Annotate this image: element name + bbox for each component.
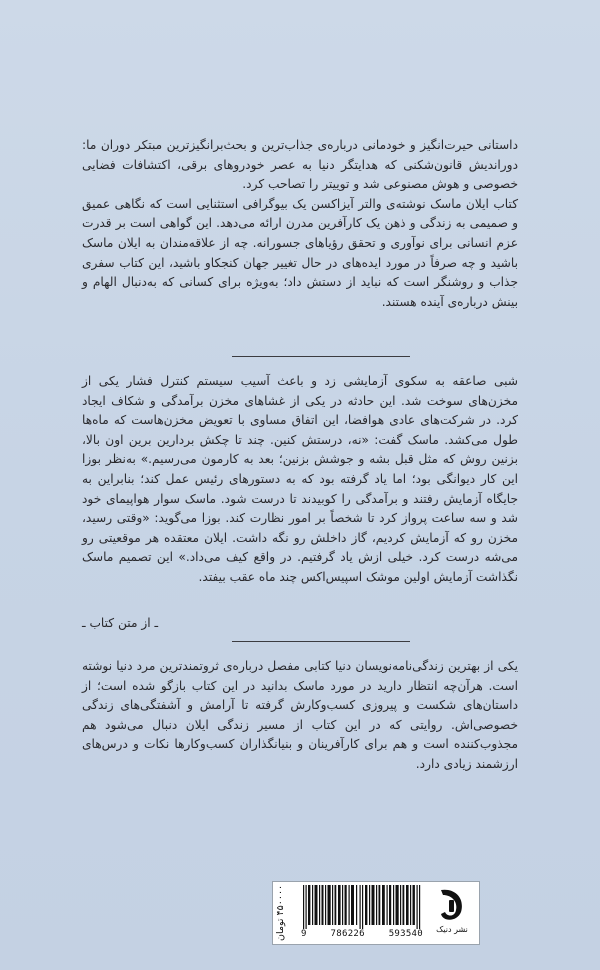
excerpt-source: ـ از متن کتاب ـ — [82, 616, 159, 630]
publisher-logo-icon — [435, 886, 469, 924]
publisher-name: نشر دنیک — [436, 925, 468, 934]
barcode-digit-group: 786226 — [330, 929, 365, 939]
intro-block — [82, 136, 518, 312]
barcode-number — [301, 929, 423, 939]
barcode-digit-group: 9 — [301, 929, 307, 939]
barcode-icon — [301, 885, 423, 929]
divider-line — [232, 641, 410, 642]
price-label: ۴۵۰۰۰۰ تومان — [275, 884, 286, 942]
excerpt-block — [82, 372, 518, 588]
barcode-box — [272, 881, 480, 945]
description-paragraph: کتاب ایلان ماسک نوشته‌ی والتر آیزاکسن یک بیوگرافی استثنایی است که نگاهی عمیق و صمیمی به زندگی و ذهن یک کارآفرین مدرن ارائه می‌دهد. این گواهی است بر قدرت عزم انسانی برای نوآوری و تحقق رؤیاهای جسورانه. چه از علاقه‌مندان به ایلان ماسک باشید و چه صرفاً در مورد ایده‌های در حال تغییر جهان کنجکاو باشید، این کتاب سفری جذاب و روشنگر است که نباید از دستش داد؛ به‌ویژه برای کسانی که به‌دنبال الهام و بینش درباره‌ی آینده هستند. — [82, 196, 518, 309]
excerpt-paragraph: شبی صاعقه به سکوی آزمایشی زد و باعث آسیب سیستم کنترل فشار یکی از مخزن‌های سوخت شد. این حادثه در یکی از غشاهای مخزن برآمدگی و شکاف ایجاد کرد. در شرکت‌های عادی هوافضا، این اتفاق مساوی با تعویض مخزن‌هاست که ماه‌ها طول می‌کشد. ماسک گفت: «نه، درستش کنین. چند تا چکش بردارین برین اون بالا، بزنین روش که مثل قبل بشه و جوشش بزنین؛ بعد به کارمون می‌رسیم.» به‌نظر بوزا این کار دیوانگی بود؛ اما یاد گرفته بود که به دستورهای رئیس عمل کند؛ بنابراین به جایگاه آزمایش رفتند و برآمدگی را کوبیدند تا درست شود. ماسک سوار هواپیمای خود شد و سه ساعت پرواز کرد تا شخصاً بر امور نظارت کند. بوزا می‌گوید: «وقتی رسید، مخزن رو که آزمایش کردیم، گاز داخلش رو نگه داشت. ایلان معتقده هر موقعیتی رو می‌شه درست کرد. خیلی ازش یاد گرفتیم. در واقع کیف می‌داد.» این تصمیم ماسک نگذاشت آزمایش اولین موشک اسپیس‌اکس چند ماه عقب بیفتد. — [82, 374, 518, 584]
intro-paragraph: داستانی حیرت‌انگیز و خودمانی درباره‌ی جذاب‌ترین و بحث‌برانگیزترین مبتکر دوران ما: دوراندیش قانون‌شکنی که هدایتگر دنیا به عصر خودروهای برقی، اکتشافات فضایی خصوصی و هوش مصنوعی شد و توییتر را تصاحب کرد. — [82, 138, 518, 192]
divider-line — [232, 356, 410, 357]
closing-block — [82, 657, 518, 775]
closing-paragraph: یکی از بهترین زندگی‌نامه‌نویسان دنیا کتابی مفصل درباره‌ی ثروتمندترین مرد دنیا نوشته است. هرآن‌چه انتظار دارید در مورد ماسک بدانید در این کتاب بازگو شده است؛ از داستان‌های شکست و پیروزی کسب‌وکارش گرفته تا آرامش و آشفتگی‌های زندگی خصوصی‌اش. روایتی که در این کتاب از مسیر زندگی ایلان دنبال می‌شود هم مجذوب‌کننده است و هم برای کارآفرینان و بنیانگذاران کسب‌وکارها نکات و درس‌های ارزشمند زیادی دارد. — [82, 659, 518, 771]
barcode-digit-group: 593540 — [388, 929, 423, 939]
publisher-logo — [427, 886, 477, 940]
